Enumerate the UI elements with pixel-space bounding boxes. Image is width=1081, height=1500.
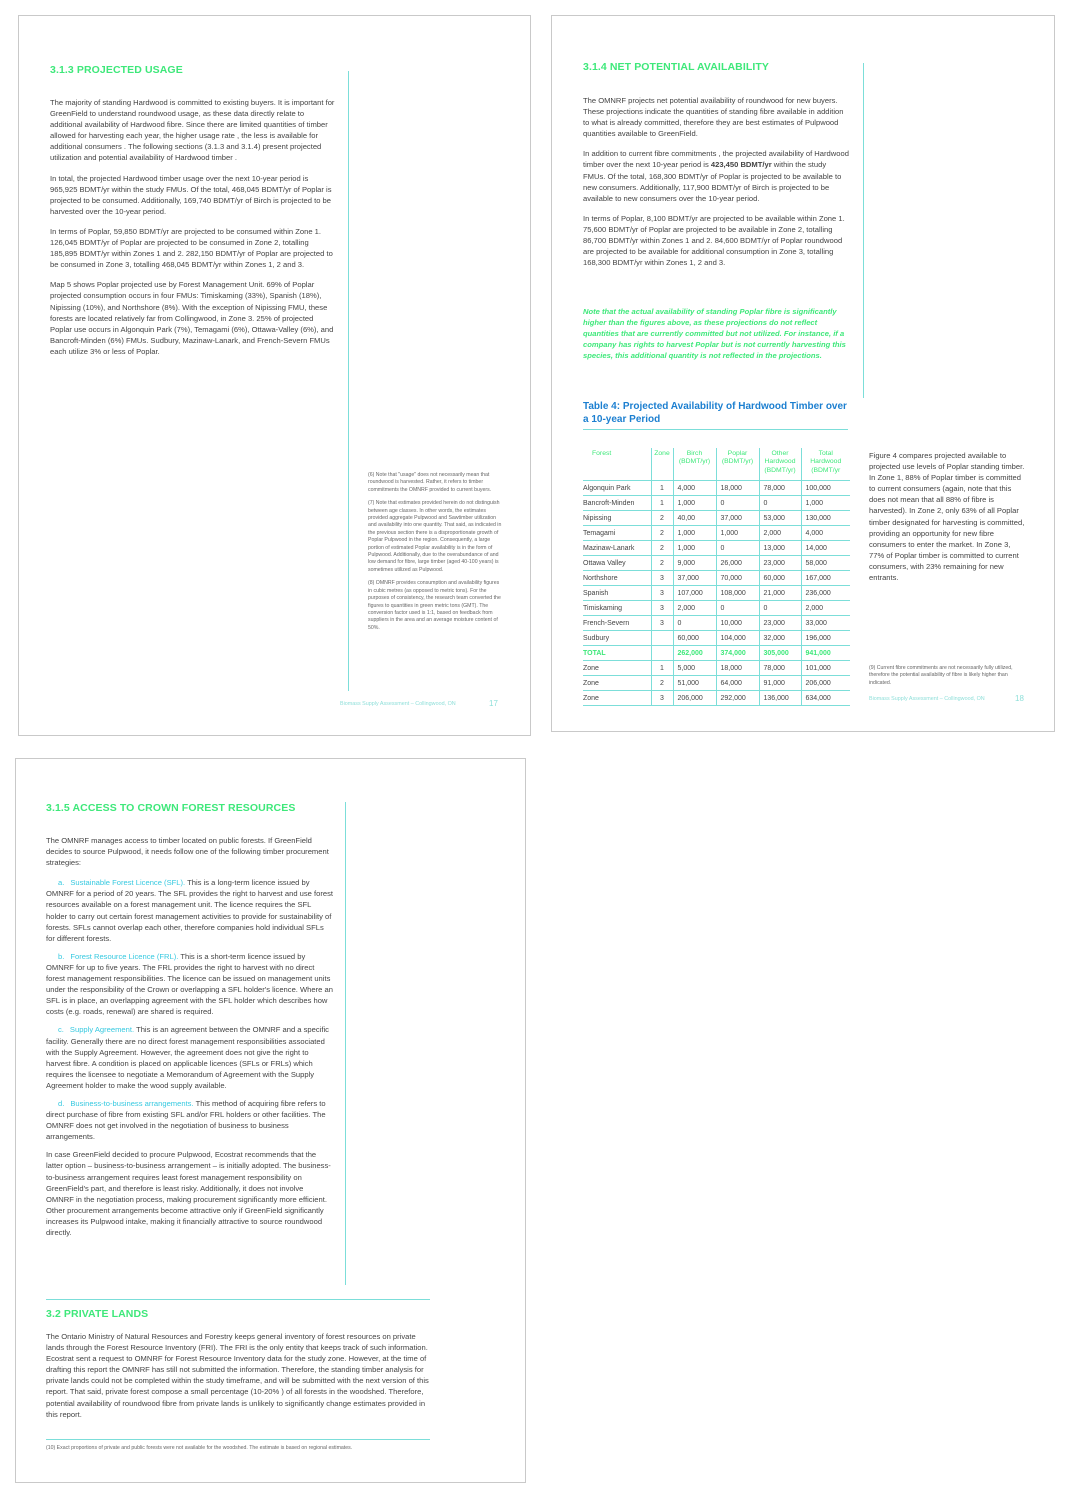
table-cell: 53,000 <box>759 511 801 526</box>
table-row <box>583 646 850 661</box>
paragraph: The OMNRF manages access to timber located on public forests. If GreenField decides to source Pulpwood, it needs follow one of the following timber procurement strategies: <box>46 836 329 868</box>
highlight-value: 423,450 BDMT/yr <box>710 160 772 170</box>
table-body <box>583 481 850 706</box>
list-marker: a. <box>58 878 65 888</box>
page-number: 17 <box>489 699 498 708</box>
table-row <box>583 481 850 496</box>
table-cell: 18,000 <box>716 481 759 496</box>
footnote: (10) Exact proportions of private and public forests were not available for the woodshed. The estimate is based on regional estimates. <box>46 1445 353 1451</box>
table-cell: Temagami <box>583 526 651 541</box>
paragraph: In terms of Poplar, 59,850 BDMT/yr are projected to be consumed within Zone 1. 126,045 BDMT/yr of Poplar are projected to be consumed in Zone 2, totalling 185,895 BDMT/yr within Zones 1 and 2. 282,150 BDMT/yr of Poplar are projected to be consumed in Zone 3, totalling 468,045 BDMT/yr within Zones 1, 2 and 3. <box>50 226 333 270</box>
table-cell: 91,000 <box>759 676 801 691</box>
side-text: Figure 4 compares projected available to projected use levels of Poplar standing timber. In Zone 1, 88% of Poplar timber is committed to current consumers (again, note that this does not mean that all 88% of fibre is harvested). In Zone 2, only 63% of all Poplar timber designated for harvesting is committed, providing an opportunity for new fibre consumers to enter the market. In Zone 3, 77% of Poplar timber is committed to current consumers, with 23% remaining for new entrants. <box>869 451 1025 583</box>
table-cell: 1,000 <box>716 526 759 541</box>
table-cell: 26,000 <box>716 556 759 571</box>
table-cell: 941,000 <box>801 646 850 661</box>
private-lands-text: The Ontario Ministry of Natural Resources and Forestry keeps general inventory of forest resources on private lands through the Forest Resource Inventory (FRI). The FRI is the only entity that keeps track of such information. Ecostrat sent a request to OMNRF for Forest Resource Inventory data for the study zone. However, at the time of drafting this report the OMNRF has still not submitted the information. Therefore, the standing timber analysis for private lands could not be completed within the study timeframe, and will be submitted with the next version of this report. That said, private forest compose a small percentage (10-20% ) of all forests in the woodshed. Therefore, potential availability of roundwood fibre from private lands is unlikely to significantly change estimates provided in this report. <box>46 1332 429 1419</box>
table-row <box>583 661 850 676</box>
table-cell: 1 <box>651 661 673 676</box>
table-cell: 1 <box>651 481 673 496</box>
table-cell: 23,000 <box>759 556 801 571</box>
table-cell: Nipissing <box>583 511 651 526</box>
table-cell: 37,000 <box>716 511 759 526</box>
table-row <box>583 496 850 511</box>
col-header: Zone <box>651 448 673 481</box>
table-cell: 3 <box>651 616 673 631</box>
list-item-text: This is a long-term licence issued by OMNRF for a period of 20 years. The SFL provides the right to harvest and use forest resources available on a forest management unit. The licence requires the SFL holder to carry out certain forest management activities to provide for sustainability of forests. SFLs cannot overlap each other, therefore companies hold individual SFLs for different forests. <box>46 878 334 943</box>
table-cell: 60,000 <box>759 571 801 586</box>
paragraph: In terms of Poplar, 8,100 BDMT/yr are projected to be available within Zone 1. 75,600 BDMT/yr of Poplar are projected to be available in Zone 2, totalling 86,700 BDMT/yr within Zones 1 and 2. 84,600 BDMT/yr of Poplar roundwood are projected to be available for additional consumption in Zone 3, totalling 168,300 BDMT/yr within Zones 1, 2 and 3. <box>583 213 845 268</box>
table-header-row <box>583 448 850 481</box>
table-cell: 0 <box>716 496 759 511</box>
table-cell: 32,000 <box>759 631 801 646</box>
section-rule <box>46 1299 430 1300</box>
table-cell <box>651 631 673 646</box>
table-cell: 78,000 <box>759 481 801 496</box>
table-row <box>583 586 850 601</box>
heading-access-crown-forest: 3.1.5 ACCESS TO CROWN FOREST RESOURCES <box>46 802 296 814</box>
table-cell: French-Severn <box>583 616 651 631</box>
body-text <box>50 97 336 366</box>
table-cell: Mazinaw-Lanark <box>583 541 651 556</box>
table-cell: 37,000 <box>673 571 716 586</box>
table-cell: Sudbury <box>583 631 651 646</box>
table-cell: TOTAL <box>583 646 651 661</box>
footnote: (7) Note that estimates provided herein do not distinguish between age classes. In other words, the estimates provided aggregate Pulpwood and Sawtimber utilization and availability into one quantity. That said, as indicated in the previous section there is a disproportionate growth of Poplar Pulpwood in the region. Consequently, a large portion of estimated Poplar availability is in the form of Pulpwood. Additionally, due to the overabundance of and low demand for fibre, large timber (aged 40-100 years) is sometimes utilized as Pulpwood. <box>368 500 502 573</box>
table-cell: 0 <box>673 616 716 631</box>
paragraph: In total, the projected Hardwood timber usage over the next 10-year period is 965,925 BDMT/yr within the study FMUs. Of the total, 468,045 BDMT/yr of Poplar is projected to be consumed. Additionally, 169,740 BDMT/yr of Birch is projected to be harvested over the 10-year period. <box>50 173 332 216</box>
paragraph: In case GreenField decided to procure Pulpwood, Ecostrat recommends that the latter option – business-to-business arrangement – is initially adopted. The business-to-business arrangement requires least forest management responsibility on GreenField's part, and therefore is least risky. Additionally, it does not involve OMNRF in the negotiation process, making procurement significantly more efficient. Other procurement arrangements become attractive only if GreenField significantly increases its Pulpwood intake, making it financially attractive to source roundwood directly. <box>46 1150 331 1237</box>
page-number: 18 <box>1015 694 1024 703</box>
table-cell: 292,000 <box>716 691 759 706</box>
list-marker: d. <box>58 1098 65 1108</box>
column-divider <box>863 63 864 398</box>
heading-projected-usage: 3.1.3 PROJECTED USAGE <box>50 64 183 76</box>
table-row <box>583 541 850 556</box>
col-header: Other Hardwood (BDMT/yr) <box>759 448 801 481</box>
table-cell: 108,000 <box>716 586 759 601</box>
table-cell: 305,000 <box>759 646 801 661</box>
list-item-title: Supply Agreement. <box>69 1025 135 1035</box>
col-header: Birch (BDMT/yr) <box>673 448 716 481</box>
list-item-text: This is a short-term licence issued by OMNRF for up to five years. The FRL provides the right to harvest with no direct forest management responsibilities. The licence can be issued on management units under the responsibility of the Crown or overlapping a SFL holder's licence. Where an SFL is in place, an overlapping agreement with the SFL holder which describes how costs (e.g. roads, renewal) are shared is required. <box>46 951 333 1017</box>
table-cell: 2 <box>651 676 673 691</box>
footnotes <box>368 472 502 638</box>
footnote: (6) Note that "usage" does not necessarily mean that roundwood is harvested. Rather, it refers to timber commitments the OMNRF provided to current buyers. <box>368 472 492 493</box>
table-cell: 3 <box>651 691 673 706</box>
table-row <box>583 616 850 631</box>
list-item-text: This method of acquiring fibre refers to direct purchase of fibre from existing SFL and/or FRL holders or other facilities. The OMNRF does not get involved in the negotiation of business to business arrangements. <box>46 1098 326 1142</box>
text-run: In addition to current fibre commitments , the projected availability of Hardwood timber over the next 10-year period is <box>583 149 849 170</box>
table-cell: 3 <box>651 601 673 616</box>
table-cell <box>651 646 673 661</box>
table-cell: 236,000 <box>801 586 850 601</box>
table-cell: 2 <box>651 556 673 571</box>
list-marker: c. <box>58 1025 64 1035</box>
table-cell: Zone <box>583 691 651 706</box>
page-footer: Biomass Supply Assessment – Collingwood, ON <box>869 696 985 702</box>
table-cell: Spanish <box>583 586 651 601</box>
table-row <box>583 571 850 586</box>
table-row <box>583 526 850 541</box>
table-title: Table 4: Projected Availability of Hardwood Timber over a 10-year Period <box>583 401 847 425</box>
col-header: Forest <box>592 450 612 457</box>
list-item-title: Business-to-business arrangements. <box>70 1098 194 1108</box>
table-cell: 104,000 <box>716 631 759 646</box>
table-cell: 4,000 <box>801 526 850 541</box>
list-item-title: Forest Resource Licence (FRL). <box>70 951 179 961</box>
table-row <box>583 631 850 646</box>
table-cell: 70,000 <box>716 571 759 586</box>
list-marker: b. <box>58 951 65 961</box>
table-cell: 0 <box>716 541 759 556</box>
paragraph: The majority of standing Hardwood is committed to existing buyers. It is important for GreenField to understand roundwood usage, as these data directly relate to additional availability of Hardwood fibre. Since there are limited quantities of timber allowed for harvesting each year, the higher usage rate , the less is available for additional consumers . The following sections (3.1.3 and 3.1.4) present projected utilization and potential availability of Hardwood timber . <box>50 98 335 163</box>
table-cell: 2,000 <box>673 601 716 616</box>
footnote-rule <box>46 1439 430 1440</box>
list-item <box>46 951 333 1018</box>
table-cell: 634,000 <box>801 691 850 706</box>
list-item <box>46 1024 333 1091</box>
title-rule <box>583 429 848 430</box>
table-cell: 206,000 <box>801 676 850 691</box>
table-cell: 100,000 <box>801 481 850 496</box>
col-header: Total Hardwood (BDMT/yr <box>801 448 850 481</box>
table-cell: 2 <box>651 541 673 556</box>
table-cell: 374,000 <box>716 646 759 661</box>
table-cell: 9,000 <box>673 556 716 571</box>
table-cell: 2 <box>651 511 673 526</box>
heading-private-lands: 3.2 PRIVATE LANDS <box>46 1308 149 1320</box>
column-divider <box>345 802 346 1285</box>
table-cell: 206,000 <box>673 691 716 706</box>
table-cell: 40,00 <box>673 511 716 526</box>
table-cell: 1,000 <box>673 526 716 541</box>
table-cell: 0 <box>759 601 801 616</box>
table-cell: Algonquin Park <box>583 481 651 496</box>
body-text <box>583 95 849 277</box>
table-row <box>583 691 850 706</box>
body-text <box>46 835 333 1247</box>
table-cell: 1,000 <box>673 541 716 556</box>
emphasis-note: Note that the actual availability of standing Poplar fibre is significantly higher than the figures above, as these projections do not reflect quantities that are currently committed but not utilized. For instance, if a company has rights to harvest Poplar but is not currently harvesting this species, this additional quantity is not reflected in the projections. <box>583 307 846 361</box>
paragraph: Map 5 shows Poplar projected use by Forest Management Unit. 69% of Poplar projected consumption occurs in four FMUs: Timiskaming (33%), Spanish (18%), Nipissing (10%), and Northshore (8%). With the exception of Nipissing FMU, these forests are located relatively far from Collingwood, in Zone 3. 25% of projected Poplar use occurs in Algonquin Park (7%), Temagami (6%), Ottawa-Valley (6%), and Bancroft-Minden (6%) FMUs. Sudbury, Mazinaw-Lanark, and French-Severn FMUs each utilize 3% or less of Poplar. <box>50 280 334 356</box>
availability-table <box>583 448 850 706</box>
table-cell: 2,000 <box>801 601 850 616</box>
table-cell: Zone <box>583 676 651 691</box>
table-cell: 0 <box>716 601 759 616</box>
paragraph: The OMNRF projects net potential availability of roundwood for new buyers. These projections indicate the quantities of standing fibre available in addition to what is already committed, therefore they are best estimates of Pulpwood quantities available to GreenField. <box>583 96 844 139</box>
table-cell: 51,000 <box>673 676 716 691</box>
table-cell: Zone <box>583 661 651 676</box>
table-cell: Bancroft-Minden <box>583 496 651 511</box>
page-18 <box>551 15 1055 732</box>
table-cell: 3 <box>651 586 673 601</box>
table-cell: 10,000 <box>716 616 759 631</box>
table-cell: 78,000 <box>759 661 801 676</box>
table-cell: 107,000 <box>673 586 716 601</box>
table-cell: 60,000 <box>673 631 716 646</box>
page-17 <box>18 15 531 736</box>
table-cell: 4,000 <box>673 481 716 496</box>
table-cell: Ottawa Valley <box>583 556 651 571</box>
table-cell: 1,000 <box>801 496 850 511</box>
table-cell: 13,000 <box>759 541 801 556</box>
table-cell: Timiskaming <box>583 601 651 616</box>
table-cell: 18,000 <box>716 661 759 676</box>
table-cell: 130,000 <box>801 511 850 526</box>
table-cell: 101,000 <box>801 661 850 676</box>
table-cell: 58,000 <box>801 556 850 571</box>
paragraph <box>583 148 849 203</box>
table-cell: 23,000 <box>759 616 801 631</box>
page-19 <box>15 758 526 1483</box>
table-cell: 167,000 <box>801 571 850 586</box>
list-item-title: Sustainable Forest Licence (SFL). <box>70 878 186 888</box>
footnote: (9) Current fibre commitments are not necessarily fully utilized, therefore the potential availability of fibre is likely higher than indicated. <box>869 665 1013 686</box>
table-cell: 0 <box>759 496 801 511</box>
table-cell: 5,000 <box>673 661 716 676</box>
column-divider <box>348 71 349 691</box>
table-cell: 14,000 <box>801 541 850 556</box>
list-item <box>46 877 333 944</box>
table-cell: 33,000 <box>801 616 850 631</box>
table-row <box>583 601 850 616</box>
page-footer: Biomass Supply Assessment – Collingwood, ON <box>340 701 456 707</box>
col-header: Poplar (BDMT/yr) <box>716 448 759 481</box>
list-item-text: This is an agreement between the OMNRF and a specific facility. Generally there are no direct forest management responsibilities associated with the Supply Agreement. However, the agreement does not give the right to harvest fibre. A condition is placed on applicable licences (SFLs or FRLs) which requires the licensee to negotiate a Memorandum of Agreement with the Supply Agreement holder to make the wood supply available. <box>46 1025 329 1090</box>
table-cell: 1 <box>651 496 673 511</box>
heading-net-potential-availability: 3.1.4 NET POTENTIAL AVAILABILITY <box>583 61 769 73</box>
table-cell: 3 <box>651 571 673 586</box>
table-cell: 136,000 <box>759 691 801 706</box>
table-cell: 262,000 <box>673 646 716 661</box>
footnote: (8) OMNRF provides consumption and availability figures in cubic metres (as opposed to metric tons). For the purposes of consistency, the research team converted the figures to quantities in green metric tons (GMT). The conversion factor used is 1:1, based on feedback from suppliers in the area and an average moisture content of 50%. <box>368 580 501 631</box>
table-row <box>583 556 850 571</box>
table-cell: 196,000 <box>801 631 850 646</box>
table-row <box>583 511 850 526</box>
table-cell: 64,000 <box>716 676 759 691</box>
list-item <box>46 1098 333 1142</box>
table-cell: Northshore <box>583 571 651 586</box>
text-run: within the study FMUs. Of the total, 168,300 BDMT/yr of Poplar is projected to be available to new consumers. Additionally, 117,900 BDMT/yr of Birch is projected to be available to new consumers over the 10-year period. <box>583 160 842 203</box>
table-cell: 21,000 <box>759 586 801 601</box>
table-cell: 1,000 <box>673 496 716 511</box>
table-cell: 2 <box>651 526 673 541</box>
table-row <box>583 676 850 691</box>
table-cell: 2,000 <box>759 526 801 541</box>
